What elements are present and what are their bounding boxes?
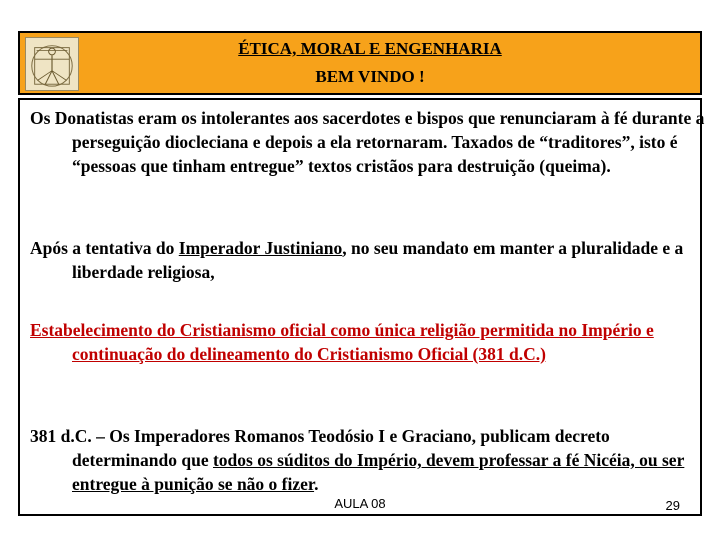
slide-subtitle: BEM VINDO ! xyxy=(315,67,425,86)
slide-title: ÉTICA, MORAL E ENGENHARIA xyxy=(238,39,502,58)
slide-header xyxy=(18,31,702,95)
decree-text: todos os súditos do Império, devem professar a fé Nicéia, ou ser entregue à punição se não o fizer xyxy=(72,450,685,494)
paragraph-cristianismo-oficial: Estabelecimento do Cristianismo oficial como única religião permitida no Império e continuação do delineamento do Cristianismo Oficial (381 d.C.) xyxy=(30,320,654,364)
paragraph-text: Após a tentativa do xyxy=(30,238,179,258)
paragraph-justiniano xyxy=(30,236,708,284)
paragraph-donatistas: Os Donatistas eram os intolerantes aos sacerdotes e bispos que renunciaram à fé durante a perseguição diocleciana e depois a ela retornaram. Taxados de “traditores”, isto é “pessoas que tinham entregue” textos cristãos para destruição (queima). xyxy=(30,108,705,176)
page-number: 29 xyxy=(665,498,680,513)
paragraph-text: 381 d.C. – Os Imperadores Romanos Teodósio I e Graciano, publicam decreto determinando que xyxy=(30,426,610,470)
paragraph-text: , no seu mandato em manter a pluralidade e a liberdade religiosa, xyxy=(72,238,684,282)
paragraph-teodosio xyxy=(30,424,708,496)
paragraph-text: . xyxy=(314,474,319,494)
emperor-justiniano-link: Imperador Justiniano xyxy=(178,238,343,258)
footer-label: AULA 08 xyxy=(334,496,386,511)
